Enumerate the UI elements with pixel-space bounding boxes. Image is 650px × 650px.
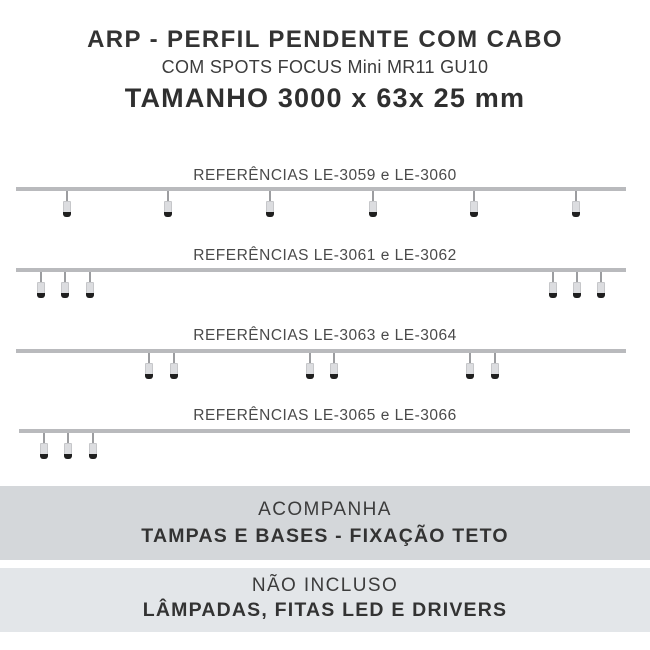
spot-icon xyxy=(572,191,580,217)
product-size: TAMANHO 3000 x 63x 25 mm xyxy=(124,83,526,113)
group-label-3: REFERÊNCIAS LE-3063 e LE-3064 xyxy=(193,327,457,344)
spot-icon xyxy=(549,272,557,298)
spot-icon xyxy=(164,191,172,217)
spot-icon xyxy=(470,191,478,217)
spot-icon xyxy=(145,353,153,379)
spot-icon xyxy=(573,272,581,298)
group-label-2: REFERÊNCIAS LE-3061 e LE-3062 xyxy=(193,247,457,264)
product-subtitle: COM SPOTS FOCUS Mini MR11 GU10 xyxy=(161,57,489,77)
included-heading: ACOMPANHA xyxy=(258,499,392,520)
group-label-1: REFERÊNCIAS LE-3059 e LE-3060 xyxy=(193,167,457,184)
spot-icon xyxy=(86,272,94,298)
spot-icon xyxy=(330,353,338,379)
spot-icon xyxy=(597,272,605,298)
spot-icon xyxy=(89,433,97,459)
included-band xyxy=(0,486,650,560)
product-title: ARP - PERFIL PENDENTE COM CABO xyxy=(87,26,563,53)
profile-rail-1 xyxy=(16,187,626,191)
profile-rail-4 xyxy=(19,429,630,433)
not-included-items: LÂMPADAS, FITAS LED E DRIVERS xyxy=(142,599,508,621)
spot-icon xyxy=(266,191,274,217)
profile-rail-3 xyxy=(16,349,626,353)
group-label-4: REFERÊNCIAS LE-3065 e LE-3066 xyxy=(193,407,457,424)
spot-icon xyxy=(63,191,71,217)
spot-icon xyxy=(369,191,377,217)
spot-icon xyxy=(37,272,45,298)
included-items: TAMPAS E BASES - FIXAÇÃO TETO xyxy=(141,525,509,547)
spot-icon xyxy=(61,272,69,298)
spot-icon xyxy=(40,433,48,459)
not-included-band xyxy=(0,568,650,632)
not-included-heading: NÃO INCLUSO xyxy=(251,575,399,596)
spot-icon xyxy=(466,353,474,379)
spot-icon xyxy=(491,353,499,379)
profile-rail-2 xyxy=(16,268,626,272)
spot-icon xyxy=(64,433,72,459)
spot-icon xyxy=(170,353,178,379)
spot-icon xyxy=(306,353,314,379)
